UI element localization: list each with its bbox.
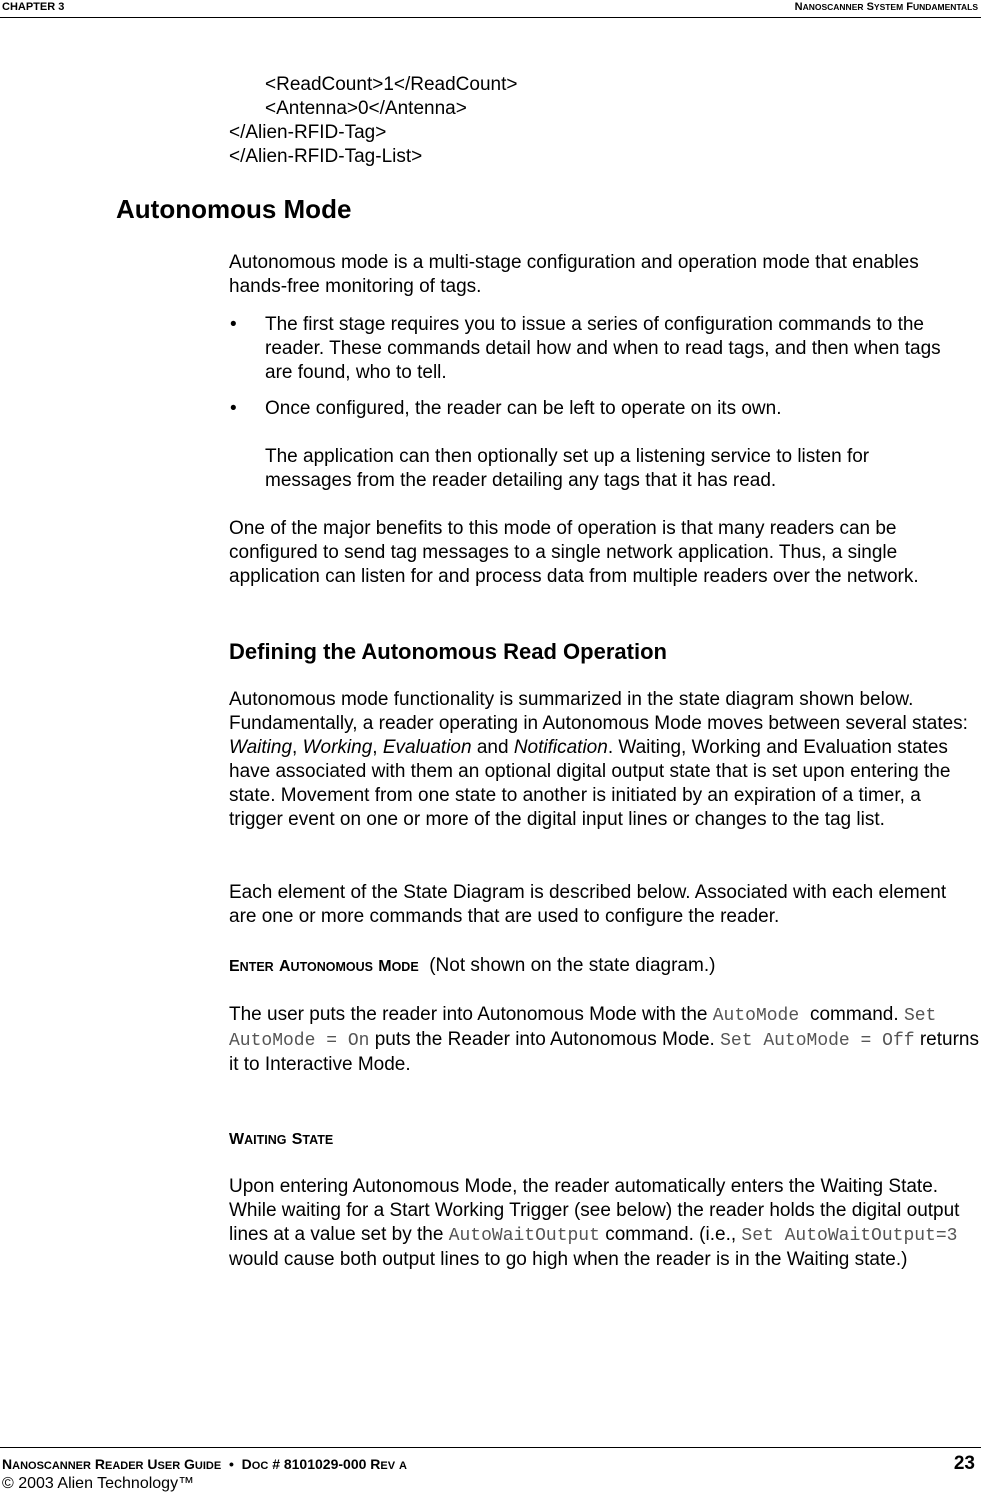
benefits-paragraph: One of the major benefits to this mode of operation is that many readers can be configured to send tag messages to a single network application. Thus, a single application can listen for and process data from multiple readers over the network. bbox=[229, 518, 919, 587]
subsection-title: Defining the Autonomous Read Operation bbox=[229, 639, 667, 664]
bullet-icon: • bbox=[230, 398, 237, 419]
footer-guide-title: NANOSCANNER READER USER GUIDE • DOC # 8101029-000 REV A bbox=[2, 1456, 407, 1472]
code-line: <ReadCount>1</ReadCount> bbox=[265, 74, 518, 95]
code-line: </Alien-RFID-Tag> bbox=[229, 122, 387, 143]
state-evaluation: Evaluation bbox=[382, 737, 472, 758]
state-notification: Notification bbox=[513, 737, 608, 758]
bullet-item: The first stage requires you to issue a series of configuration commands to the reader. These commands detail how and when to read tags, and then when tags are found, who to tell. bbox=[265, 314, 941, 383]
set-automode-off-command: Set AutoMode = Off bbox=[720, 1031, 915, 1051]
running-header-chapter bbox=[2, 1, 64, 14]
document-number: # 8101029-000 bbox=[272, 1456, 367, 1472]
chapter-label: CHAPTER 3 bbox=[2, 1, 65, 13]
state-waiting: Waiting bbox=[229, 737, 293, 758]
automode-paragraph: The user puts the reader into Autonomous Mode with the AutoMode command. Set AutoMode = On puts the Reader into Autonomous Mode. Set AutoMode = Off returns it to Interactive Mode. bbox=[229, 1004, 979, 1075]
bullet-followup: The application can then optionally set up a listening service to listen for messages from the reader detailing any tags that it has read. bbox=[265, 446, 870, 491]
page-number: 23 bbox=[953, 1453, 975, 1474]
set-automode-on-command: Set AutoMode = On bbox=[229, 1006, 937, 1051]
running-header-section: NANOSCANNER SYSTEM FUNDAMENTALS bbox=[794, 1, 978, 13]
enter-mode-note: (Not shown on the state diagram.) bbox=[429, 955, 716, 976]
footer-rule bbox=[0, 1447, 981, 1448]
enter-autonomous-mode-heading: ENTER AUTONOMOUS MODE (Not shown on the state diagram.) bbox=[229, 955, 716, 976]
set-autowaitoutput-command: Set AutoWaitOutput=3 bbox=[741, 1226, 958, 1246]
waiting-paragraph: Upon entering Autonomous Mode, the reader automatically enters the Waiting State. While waiting for a Start Working Trigger (see below) the reader holds the digital output lines at a value set by the AutoWaitOutput command. (i.e., Set AutoWaitOutput=3 would cause both output lines to go high when the reader is in the Waiting state.) bbox=[229, 1176, 960, 1270]
code-line: <Antenna>0</Antenna> bbox=[265, 98, 467, 119]
header-rule bbox=[0, 17, 981, 18]
waiting-state-heading: WAITING STATE bbox=[229, 1131, 334, 1148]
summary-paragraph: Autonomous mode functionality is summarized in the state diagram shown below. Fundamentally, a reader operating in Autonomous Mode moves between several states: Waiting, Working, Evaluation and Notification. Waiting, Working and Evaluation states have associated with them an optional digital output state that is set upon entering the state. Movement from one state to another is initiated by an expiration of a timer, a trigger event on one or more of the digital input lines or changes to the tag list. bbox=[229, 689, 968, 830]
intro-paragraph: Autonomous mode is a multi-stage configuration and operation mode that enables hands-free monitoring of tags. bbox=[229, 252, 919, 297]
bullet-item: Once configured, the reader can be left to operate on its own. bbox=[265, 398, 782, 419]
section-title: Autonomous Mode bbox=[116, 194, 352, 224]
code-line: </Alien-RFID-Tag-List> bbox=[229, 146, 423, 167]
state-working: Working bbox=[302, 737, 373, 758]
autowaitoutput-command: AutoWaitOutput bbox=[448, 1226, 600, 1246]
bullet-icon: • bbox=[230, 314, 237, 335]
each-element-paragraph: Each element of the State Diagram is described below. Associated with each element are one or more commands that are used to configure the reader. bbox=[229, 882, 947, 927]
footer-separator-dot: • bbox=[228, 1456, 234, 1472]
copyright: © 2003 Alien Technology™ bbox=[2, 1475, 195, 1492]
automode-command: AutoMode bbox=[712, 1006, 810, 1026]
